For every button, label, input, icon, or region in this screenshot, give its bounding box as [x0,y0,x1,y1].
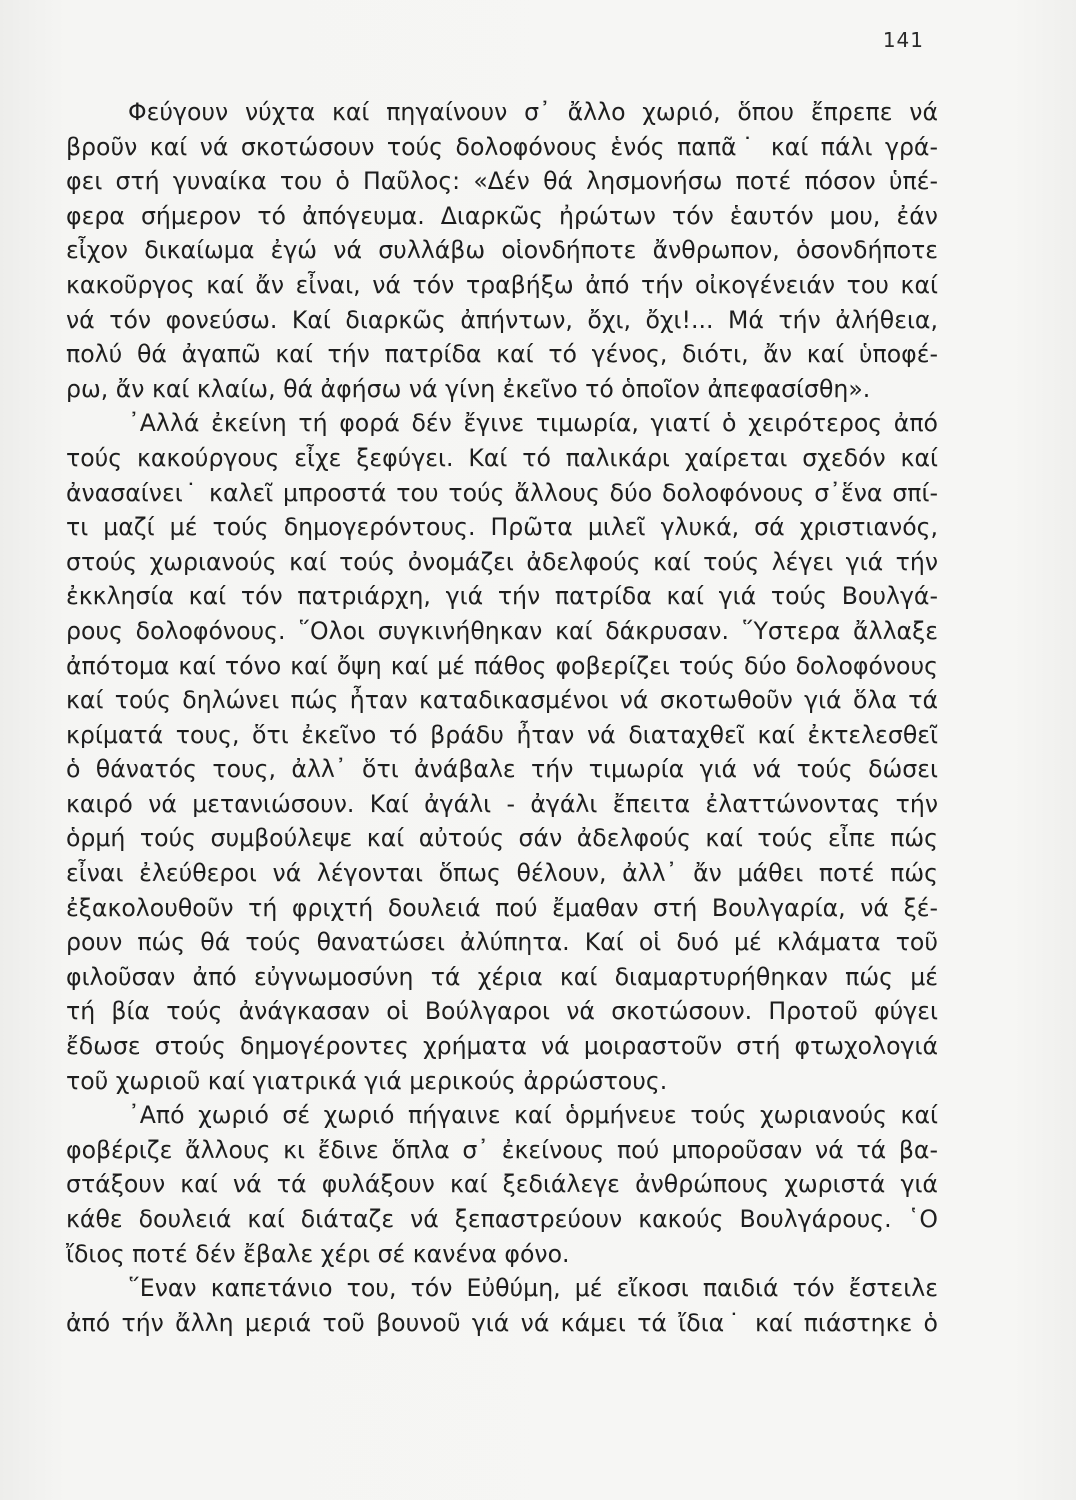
text-line: ἴδιος ποτέ δέν ἔβαλε χέρι σέ κανένα φόνο. [66,1239,570,1268]
text-line: βροῦν καί νά σκοτώσουν τούς δολοφόνους ἑνός παπᾶ˙ καί πάλι γρά- [66,132,938,161]
text-line: ἀπότομα καί τόνο καί ὄψη καί μέ πάθος φοβερίζει τούς δύο δολοφόνους [66,651,938,680]
text-line: τή βία τούς ἀνάγκασαν οἱ Βούλγαροι νά σκοτώσουν. Προτοῦ φύγει [66,997,938,1026]
text-line: τοῦ χωριοῦ καί γιατρικά γιά μερικούς ἀρρώστους. [66,1066,668,1095]
text-line: Φεύγουν νύχτα καί πηγαίνουν σ᾽ ἄλλο χωριό, ὅπου ἔπρεπε νά [128,98,938,126]
text-line: κακοῦργος καί ἄν εἶναι, νά τόν τραβήξω ἀπό τήν οἰκογένειάν του καί [66,270,938,299]
text-line: πολύ θά ἀγαπῶ καί τήν πατρίδα καί τό γένος, διότι, ἄν καί ὑποφέ- [66,340,938,369]
text-line: ἀπό τήν ἄλλη μεριά τοῦ βουνοῦ γιά νά κάμει τά ἴδια˙ καί πιάστηκε ὁ [66,1308,938,1337]
text-line: εἶχον δικαίωμα ἐγώ νά συλλάβω οἱονδήποτε ἄνθρωπον, ὁσονδήποτε [66,236,938,265]
text-line: ἔδωσε στούς δημογέροντες χρήματα νά μοιραστοῦν στή φτωχολογιά [66,1032,938,1061]
paragraph [66,1098,938,1271]
text-line: ρους δολοφόνους. ῞Ολοι συγκινήθηκαν καί δάκρυσαν. ῞Υστερα ἄλλαξε [66,616,938,645]
text-line: κάθε δουλειά καί διάταζε νά ξεπαστρεύουν κακούς Βουλγάρους. ῾Ο [66,1205,938,1233]
text-line: ρουν πώς θά τούς θανατώσει ἀλύπητα. Καί οἱ δυό μέ κλάματα τοῦ [66,928,938,957]
text-line: στούς χωριανούς καί τούς ὀνομάζει ἀδελφούς καί τούς λέγει γιά τήν [66,547,938,576]
paragraph [66,406,938,1098]
paragraph [66,95,938,406]
text-line: ρω, ἄν καί κλαίω, θά ἀφήσω νά γίνη ἐκεῖνο τό ὁποῖον ἀπεφασίσθη». [66,374,871,403]
text-line: φιλοῦσαν ἀπό εὐγνωμοσύνη τά χέρια καί διαμαρτυρήθηκαν πώς μέ [66,962,938,991]
body-text [66,95,938,1340]
text-line: ὁρμή τούς συμβούλεψε καί αὐτούς σάν ἀδελφούς καί τούς εἶπε πώς [66,824,938,853]
text-line: εἶναι ἐλεύθεροι νά λέγονται ὅπως θέλουν, ἀλλ᾽ ἄν μάθει ποτέ πώς [66,859,938,888]
page-number: 141 [882,28,924,52]
text-line: τούς κακούργους εἶχε ξεφύγει. Καί τό παλικάρι χαίρεται σχεδόν καί [66,443,938,472]
text-line: φερα σήμερον τό ἀπόγευμα. Διαρκῶς ἠρώτων τόν ἑαυτόν μου, ἐάν [66,201,938,230]
text-line: ἀνασαίνει˙ καλεῖ μπροστά του τούς ἄλλους δύο δολοφόνους σ᾽ἕνα σπί- [66,478,938,507]
text-line: στάξουν καί νά τά φυλάξουν καί ξεδιάλεγε ἀνθρώπους χωριστά γιά [66,1170,938,1199]
paragraph [66,1271,938,1340]
text-line: ὁ θάνατός τους, ἀλλ᾽ ὅτι ἀνάβαλε τήν τιμωρία γιά νά τούς δώσει [66,755,938,784]
text-line: φοβέριζε ἄλλους κι ἔδινε ὅπλα σ᾽ ἐκείνους πού μποροῦσαν νά τά βα- [66,1135,938,1164]
text-line: φει στή γυναίκα του ὁ Παῦλος: «Δέν θά λησμονήσω ποτέ πόσον ὑπέ- [66,167,938,196]
text-line: καί τούς δηλώνει πώς ἦταν καταδικασμένοι νά σκοτωθοῦν γιά ὅλα τά [66,686,938,715]
text-line: ἐκκλησία καί τόν πατριάρχη, γιά τήν πατρίδα καί γιά τούς Βουλγά- [66,582,938,611]
text-line: ᾽Αλλά ἐκείνη τή φορά δέν ἔγινε τιμωρία, γιατί ὁ χειρότερος ἀπό [128,409,938,438]
text-line: ᾽Από χωριό σέ χωριό πήγαινε καί ὁρμήνευε τούς χωριανούς καί [128,1101,938,1130]
text-line: νά τόν φονεύσω. Καί διαρκῶς ἀπήντων, ὄχι, ὄχι!... Μά τήν ἀλήθεια, [66,305,938,334]
text-line: καιρό νά μετανιώσουν. Καί ἀγάλι - ἀγάλι ἔπειτα ἐλαττώνοντας τήν [66,789,938,818]
text-line: κρίματά τους, ὅτι ἐκεῖνο τό βράδυ ἦταν νά διαταχθεῖ καί ἐκτελεσθεῖ [66,720,938,749]
text-line: ἐξακολουθοῦν τή φριχτή δουλειά πού ἔμαθαν στή Βουλγαρία, νά ξέ- [66,893,938,922]
text-line: ῞Εναν καπετάνιο του, τόν Εὐθύμη, μέ εἴκοσι παιδιά τόν ἔστειλε [128,1274,938,1303]
text-line: τι μαζί μέ τούς δημογερόντους. Πρῶτα μιλεῖ γλυκά, σά χριστιανός, [66,513,938,542]
